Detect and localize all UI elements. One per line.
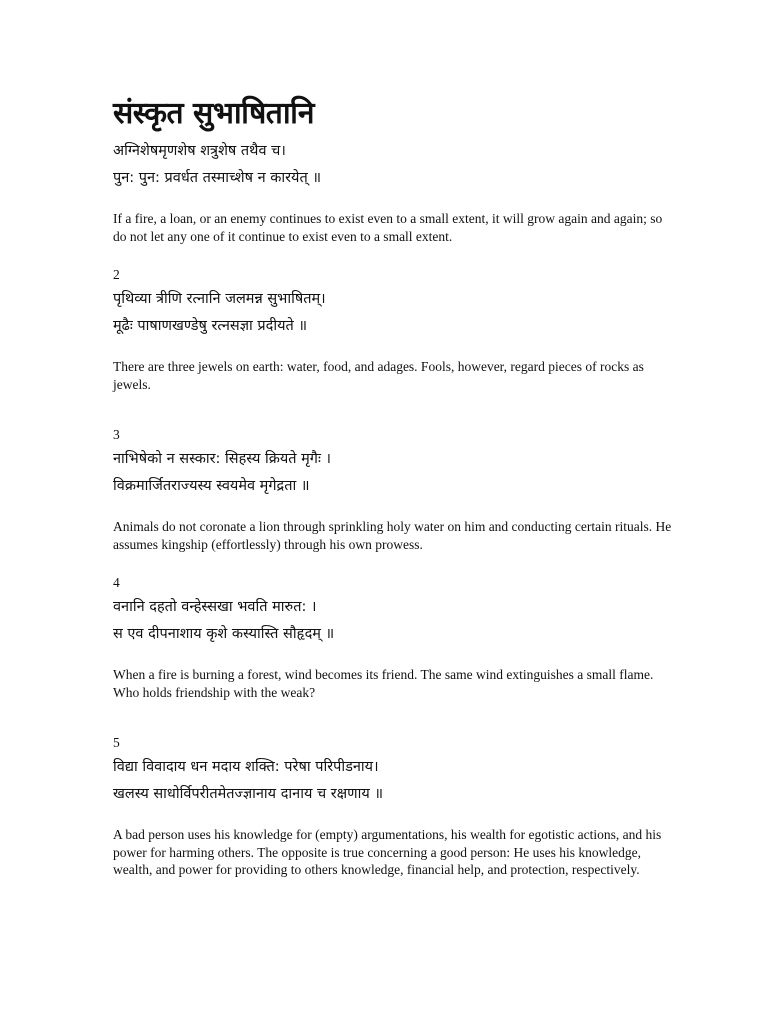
verse-number: 3 <box>113 427 120 442</box>
verse-translation: When a fire is burning a forest, wind becomes its friend. The same wind extinguishes a small flame. Who holds friendship with the weak? <box>113 667 654 700</box>
verse-translation: A bad person uses his knowledge for (empty) argumentations, his wealth for egotistic actions, and his power for harming others. The opposite is true concerning a good person: He uses his knowledge, wealth, and power for providing to others knowledge, financial help, and protection, respectively. <box>113 827 662 877</box>
verse-number: 4 <box>113 575 120 590</box>
verse-number: 2 <box>113 267 120 282</box>
verse-block <box>113 267 673 393</box>
sanskrit-line: विद्या विवादाय धन मदाय शक्ति: परेषा परिपीडनाय। <box>113 759 379 775</box>
sanskrit-line: मूढैः पाषाणखण्डेषु रत्नसज्ञा प्रदीयते ॥ <box>113 318 308 334</box>
sanskrit-line: अग्निशेषमृणशेष शत्रुशेष तथैव च। <box>113 143 286 159</box>
sanskrit-line: विक्रमार्जितराज्यस्य स्वयमेव मृगेद्रता ॥ <box>113 478 310 494</box>
sanskrit-line: पुन: पुन: प्रवर्धत तस्माच्शेष न कारयेत् ॥ <box>113 170 322 186</box>
verse-number: 5 <box>113 735 120 750</box>
verse-translation: If a fire, a loan, or an enemy continues to exist even to a small extent, it will grow again and again; so do not let any one of it continue to exist even to a small extent. <box>113 211 663 244</box>
verse-block <box>113 575 673 701</box>
sanskrit-line: खलस्य साधोर्विपरीतमेतज्ज्ञानाय दानाय च रक्षणाय ॥ <box>113 786 384 802</box>
verse-translation: Animals do not coronate a lion through sprinkling holy water on him and conducting certain rituals. He assumes kingship (effortlessly) through his own prowess. <box>113 519 672 552</box>
page-title: संस्कृत सुभाषितानि <box>113 96 315 131</box>
sanskrit-line: नाभिषेको न सस्कार: सिहस्य क्रियते मृगैः । <box>113 451 332 467</box>
document-page <box>113 92 673 879</box>
verse-block <box>113 427 673 553</box>
sanskrit-line: पृथिव्या त्रीणि रत्नानि जलमन्न सुभाषितम्। <box>113 291 326 307</box>
verse-block <box>113 735 673 879</box>
sanskrit-line: वनानि दहतो वन्हेस्सखा भवति मारुत: । <box>113 599 317 615</box>
verse-translation: There are three jewels on earth: water, food, and adages. Fools, however, regard pieces of rocks as jewels. <box>113 359 644 392</box>
verse-block <box>113 138 673 245</box>
sanskrit-line: स एव दीपनाशाय कृशे कस्यास्ति सौहृदम् ॥ <box>113 626 335 642</box>
